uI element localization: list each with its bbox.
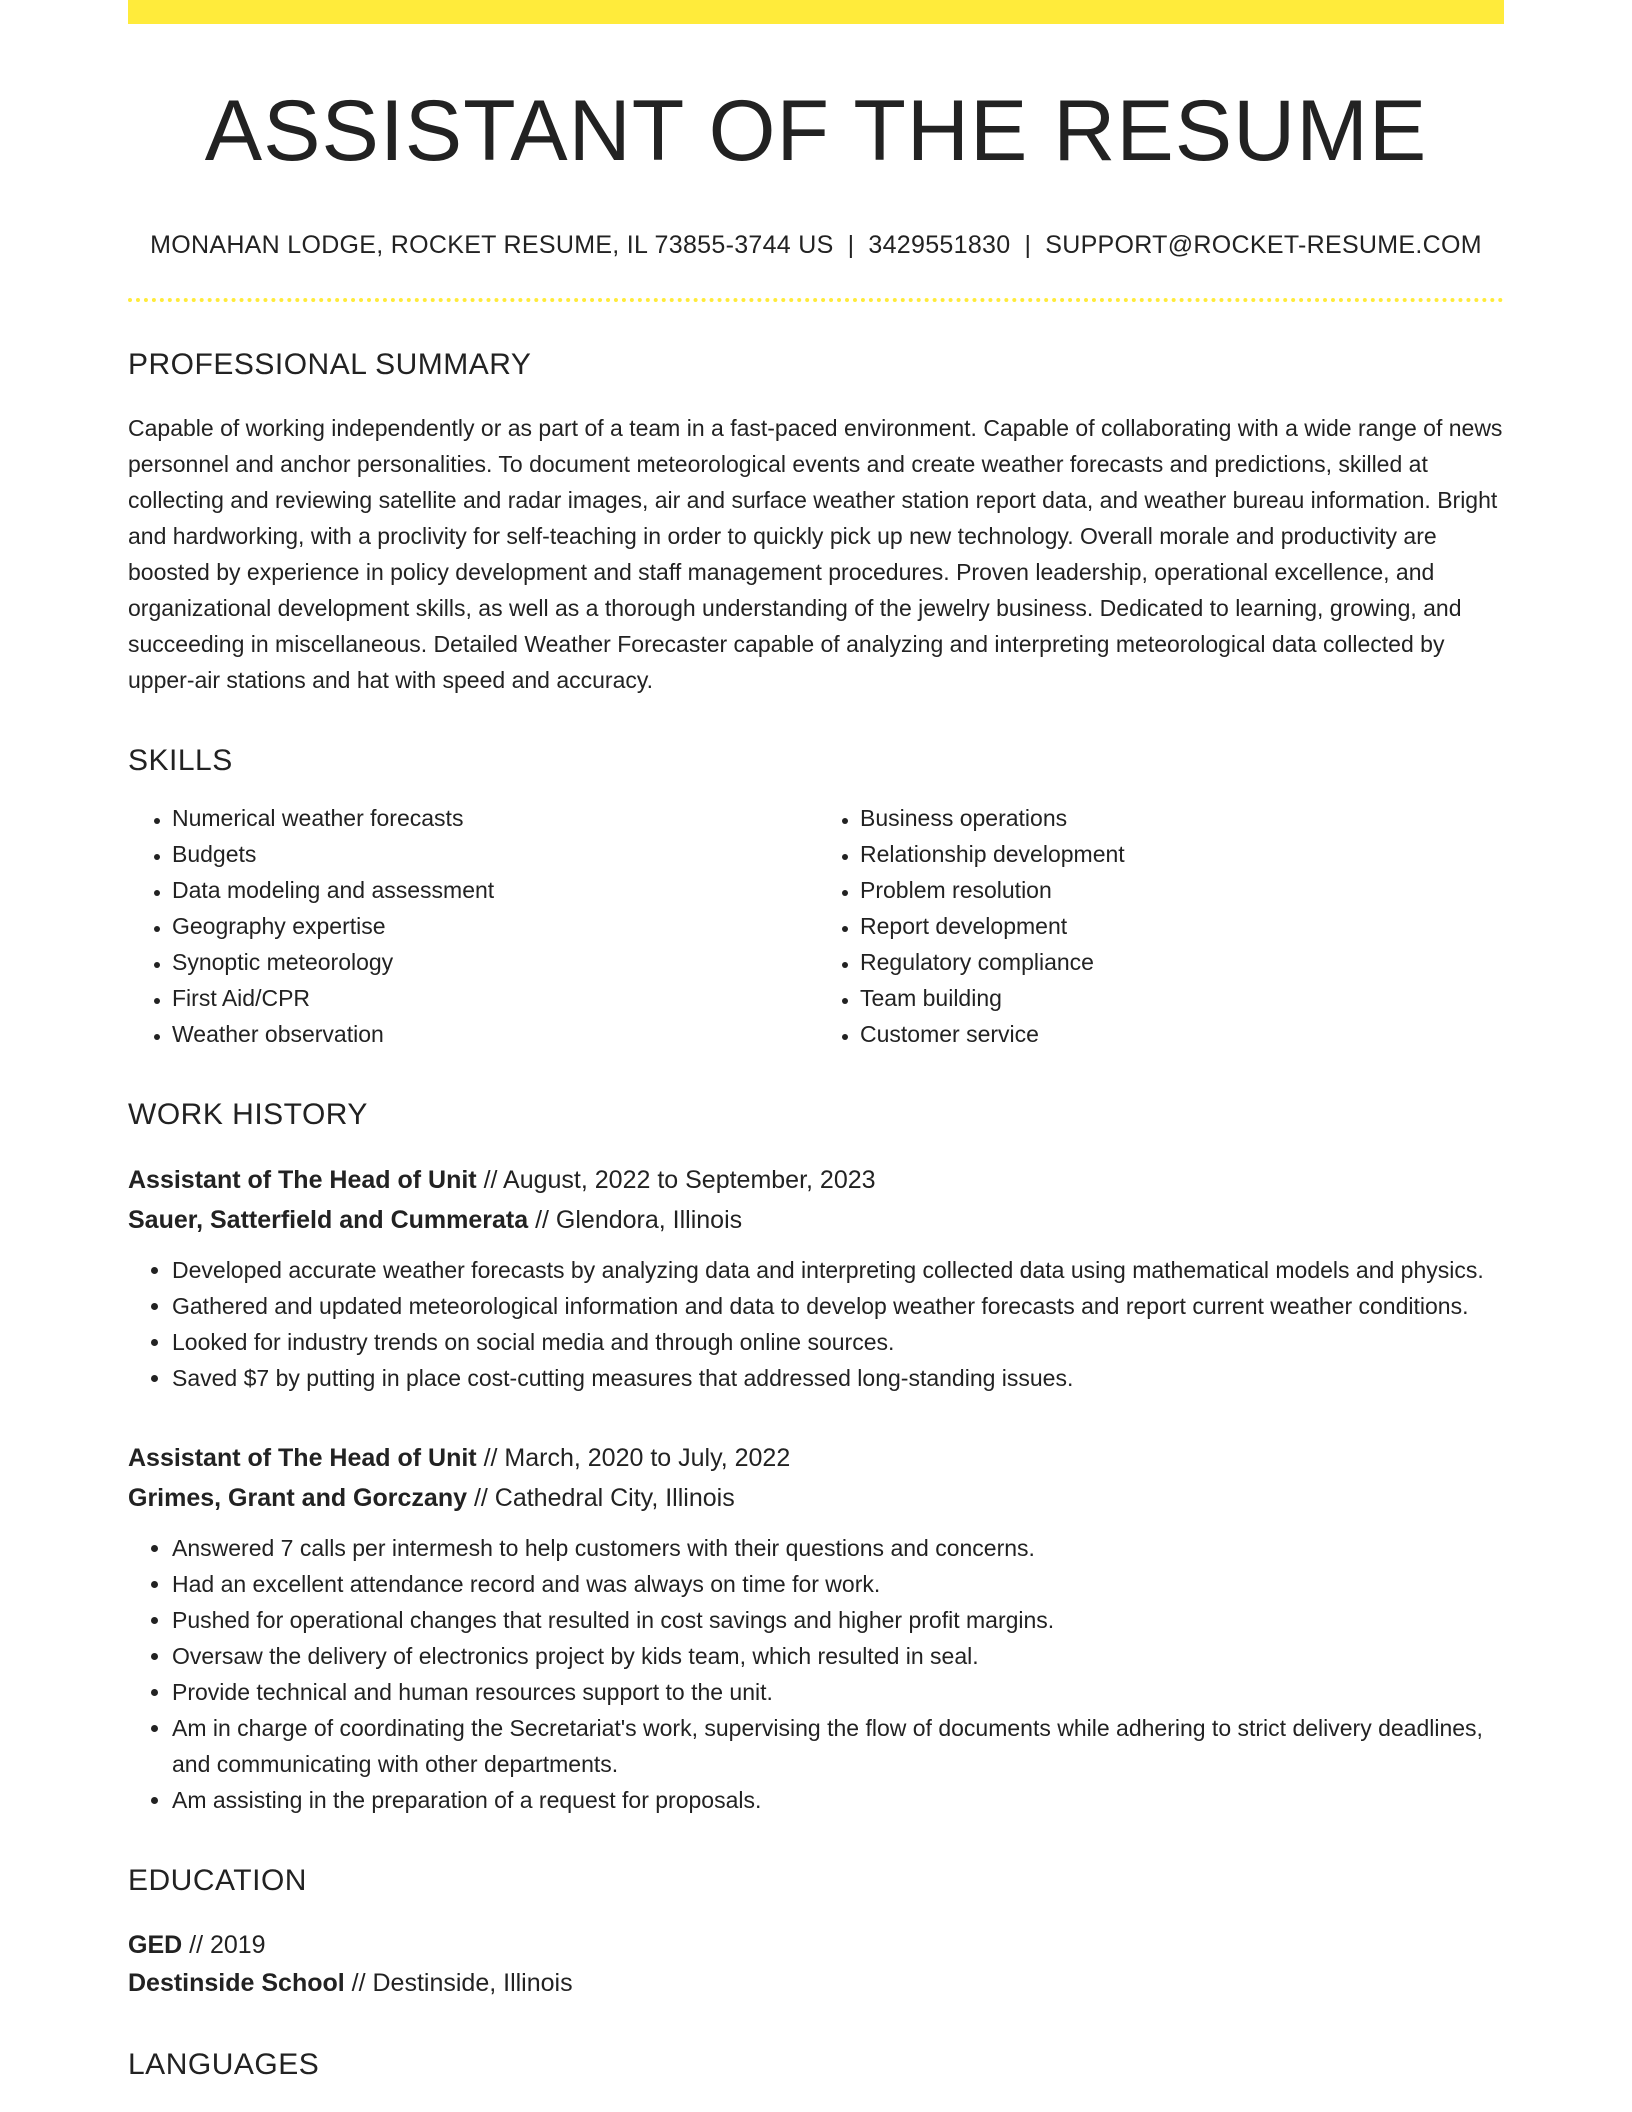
contact-phone: 3429551830 [868,230,1011,259]
job-company-line [128,1478,1504,1518]
resume-page [128,0,1504,2082]
contact-line [128,231,1504,260]
skill-item: • Team building [860,980,1504,1016]
job-company: Grimes, Grant and Gorczany [128,1483,467,1512]
job-company-line [128,1200,1504,1240]
section-title-work: WORK HISTORY [128,1097,368,1131]
education-school: Destinside School [128,1968,345,1997]
job-entry [128,1438,1504,1818]
job-bullet: • Gathered and updated meteorological information and data to develop weather forecasts and report current weather conditions. [172,1288,1504,1324]
job-bullets [128,1530,1504,1818]
job-bullet: • Provide technical and human resources support to the unit. [172,1674,1504,1710]
section-title-languages: LANGUAGES [128,2047,320,2081]
skill-item: • Budgets [172,836,816,872]
skill-item: • Report development [860,908,1504,944]
skill-item: • Regulatory compliance [860,944,1504,980]
education-year: // 2019 [182,1930,266,1959]
summary-text: Capable of working independently or as part of a team in a fast-paced environment. Capable of collaborating with a wide range of news personnel and anchor personalities. To document meteorological events and create weather forecasts and predictions, skilled at collecting and reviewing satellite and radar images, air and surface weather station report data, and weather bureau information. Bright and hardworking, with a proclivity for self-teaching in order to quickly pick up new technology. Overall morale and productivity are boosted by experience in policy development and staff management procedures. Proven leadership, operational excellence, and organizational development skills, as well as a thorough understanding of the jewelry business. Dedicated to learning, growing, and succeeding in miscellaneous. Detailed Weather Forecaster capable of analyzing and interpreting meteorological data collected by upper-air stations and hat with speed and accuracy. [128,414,1503,693]
job-bullet: • Am in charge of coordinating the Secretariat's work, supervising the flow of documents while adhering to strict delivery deadlines, and communicating with other departments. [172,1710,1504,1782]
job-location: // Cathedral City, Illinois [467,1483,735,1512]
skill-item: • Data modeling and assessment [172,872,816,908]
contact-address: MONAHAN LODGE, ROCKET RESUME, IL 73855-3744 US [150,230,834,259]
skill-item: • Customer service [860,1016,1504,1052]
job-company: Sauer, Satterfield and Cummerata [128,1205,529,1234]
job-entry [128,1160,1504,1396]
contact-separator: | [1024,230,1032,259]
skills-column-left [128,800,816,1052]
job-role-line [128,1160,1504,1200]
section-title-education: EDUCATION [128,1863,307,1897]
skill-item: • Geography expertise [172,908,816,944]
job-dates: // March, 2020 to July, 2022 [476,1443,791,1472]
job-bullets [128,1252,1504,1396]
job-bullet: • Am assisting in the preparation of a request for proposals. [172,1782,1504,1818]
skills-list [128,800,1504,1052]
job-role: Assistant of The Head of Unit [128,1165,477,1194]
accent-bar [128,0,1504,24]
skill-item: • Business operations [860,800,1504,836]
dotted-divider [128,298,1504,302]
job-dates: // August, 2022 to September, 2023 [476,1165,876,1194]
education-entry [128,1926,1504,2002]
job-bullet: • Developed accurate weather forecasts by analyzing data and interpreting collected data using mathematical models and physics. [172,1252,1504,1288]
job-role-line [128,1438,1504,1478]
education-school-line [128,1964,1504,2002]
skills-column-right [816,800,1504,1052]
skill-item: • Weather observation [172,1016,816,1052]
resume-name: ASSISTANT OF THE RESUME [204,83,1428,179]
job-bullet: • Oversaw the delivery of electronics project by kids team, which resulted in seal. [172,1638,1504,1674]
education-degree: GED [128,1930,183,1959]
contact-separator: | [847,230,855,259]
job-bullet: • Had an excellent attendance record and was always on time for work. [172,1566,1504,1602]
job-bullet: • Pushed for operational changes that resulted in cost savings and higher profit margins. [172,1602,1504,1638]
job-bullet: • Looked for industry trends on social media and through online sources. [172,1324,1504,1360]
skill-item: • Synoptic meteorology [172,944,816,980]
skill-item: • Relationship development [860,836,1504,872]
skill-item: • First Aid/CPR [172,980,816,1016]
education-degree-line [128,1926,1504,1964]
job-role: Assistant of The Head of Unit [128,1443,477,1472]
section-title-skills: SKILLS [128,743,233,777]
job-location: // Glendora, Illinois [528,1205,743,1234]
contact-email: SUPPORT@ROCKET-RESUME.COM [1045,230,1482,259]
job-bullet: • Saved $7 by putting in place cost-cutting measures that addressed long-standing issues. [172,1360,1504,1396]
education-location: // Destinside, Illinois [344,1968,573,1997]
skill-item: • Problem resolution [860,872,1504,908]
job-bullet: • Answered 7 calls per intermesh to help customers with their questions and concerns. [172,1530,1504,1566]
section-title-summary: PROFESSIONAL SUMMARY [128,347,532,381]
skill-item: • Numerical weather forecasts [172,800,816,836]
